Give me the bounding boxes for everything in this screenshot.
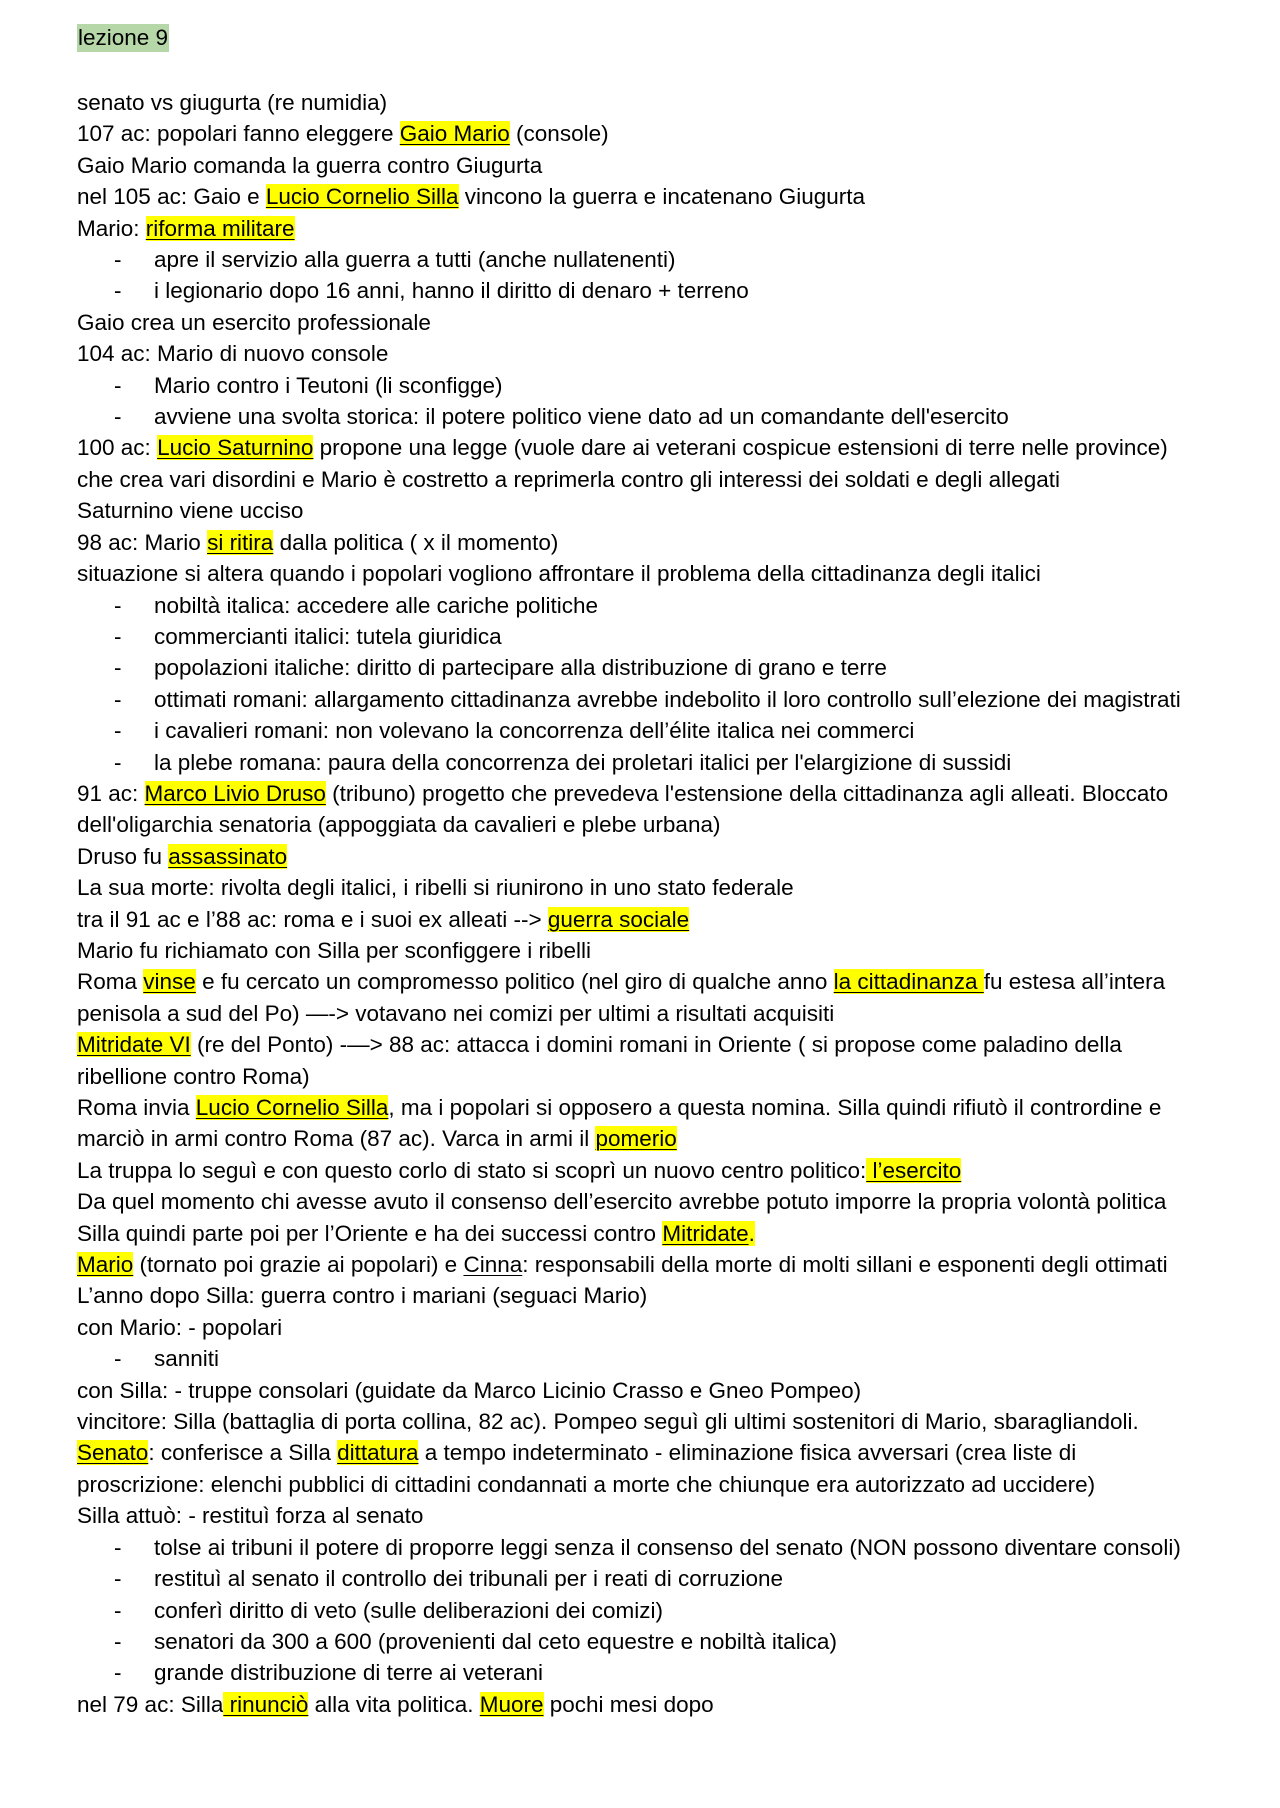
list-item xyxy=(77,401,1262,432)
text-line xyxy=(77,87,1262,118)
text: tra il 91 ac e l’88 ac: roma e i suoi ex alleati --> xyxy=(77,906,548,932)
text: Roma invia xyxy=(77,1095,196,1120)
text-line xyxy=(77,1375,1262,1406)
bullet-dash: - xyxy=(114,1346,122,1372)
text: Silla quindi parte poi per l’Oriente e ha dei successi contro xyxy=(77,1220,663,1246)
highlight: riforma militare xyxy=(145,215,295,241)
text: vincitore: Silla (battaglia di porta collina, 82 ac). Pompeo seguì gli ultimi sostenitori di Mario, sbaragliandoli. xyxy=(77,1409,1139,1435)
text: apre il servizio alla guerra a tutti (anche nullatenenti) xyxy=(154,247,676,273)
text-line xyxy=(77,1061,1262,1092)
text: nobiltà italica: accedere alle cariche politiche xyxy=(154,592,599,618)
underlined-text: Cinna xyxy=(463,1252,523,1278)
highlight: Muore xyxy=(479,1691,544,1717)
list-item xyxy=(77,621,1262,652)
highlight: Lucio Cornelio Silla xyxy=(195,1095,389,1120)
text: Da quel momento chi avesse avuto il consenso dell’esercito avrebbe potuto imporre la propria volontà politica xyxy=(77,1189,1167,1215)
text: sanniti xyxy=(154,1346,220,1372)
bullet-dash: - xyxy=(114,247,122,273)
page-title: lezione 9 xyxy=(78,25,169,50)
text-line xyxy=(77,558,1262,589)
text-line xyxy=(77,1437,1262,1468)
text: Silla attuò: - restituì forza al senato xyxy=(77,1503,424,1529)
bullet-dash: - xyxy=(114,655,122,681)
highlight: Marco Livio Druso xyxy=(144,780,326,806)
highlight: vinse xyxy=(143,969,196,995)
bullet-dash: - xyxy=(114,1534,122,1560)
highlight: l’esercito xyxy=(866,1157,962,1183)
list-item xyxy=(77,244,1262,275)
text: 107 ac: popolari fanno eleggere xyxy=(77,121,400,147)
text: con Mario: - popolari xyxy=(77,1314,283,1340)
text-line xyxy=(77,998,1262,1029)
text: propone una legge (vuole dare ai veterani cospicue estensioni di terre nelle province) xyxy=(313,435,1168,461)
text: la plebe romana: paura della concorrenza dei proletari italici per l'elargizione di sussidi xyxy=(154,749,1012,775)
list-item xyxy=(77,1626,1262,1657)
text: Druso fu xyxy=(77,843,169,869)
text: Saturnino viene ucciso xyxy=(77,498,304,524)
highlight: pomerio xyxy=(595,1126,677,1152)
text: senato vs giugurta (re numidia) xyxy=(77,90,388,115)
list-item xyxy=(77,1657,1262,1688)
text: 104 ac: Mario di nuovo console xyxy=(77,341,389,367)
text-line xyxy=(77,935,1262,966)
text: situazione si altera quando i popolari vogliono affrontare il problema della cittadinanza degli italici xyxy=(77,561,1041,587)
bullet-dash: - xyxy=(114,1566,122,1592)
text: Gaio Mario comanda la guerra contro Giugurta xyxy=(77,152,543,178)
list-item xyxy=(77,1343,1262,1374)
text: marciò in armi contro Roma (87 ac). Varca in armi il xyxy=(77,1126,596,1152)
text-line xyxy=(77,464,1262,495)
highlight: la cittadinanza xyxy=(833,969,984,995)
highlight: Senato xyxy=(77,1440,149,1466)
text: a tempo indeterminato - eliminazione fisica avversari (crea liste di xyxy=(418,1440,1077,1466)
highlight: Mario xyxy=(77,1252,134,1278)
list-item xyxy=(77,370,1262,401)
bullet-dash: - xyxy=(114,749,122,775)
text: dell'oligarchia senatoria (appoggiata da cavalieri e plebe urbana) xyxy=(77,812,721,838)
text-line xyxy=(77,1249,1262,1280)
text-line xyxy=(77,1155,1262,1186)
list-item xyxy=(77,715,1262,746)
text: (tornato poi grazie ai popolari) e xyxy=(133,1252,464,1278)
highlight: Gaio Mario xyxy=(399,121,510,147)
text: (tribuno) progetto che prevedeva l'estensione della cittadinanza agli alleati. Bloccato xyxy=(325,780,1169,806)
text-line xyxy=(77,338,1262,369)
list-item xyxy=(77,747,1262,778)
text-line xyxy=(77,841,1262,872)
list-item xyxy=(77,684,1262,715)
highlight: si ritira xyxy=(207,529,274,555)
text-line xyxy=(77,1029,1262,1060)
text: e fu cercato un compromesso politico (nel giro di qualche anno xyxy=(195,969,834,995)
text: L’anno dopo Silla: guerra contro i mariani (seguaci Mario) xyxy=(77,1283,648,1309)
text-line xyxy=(77,213,1262,244)
bullet-dash: - xyxy=(114,372,122,398)
text: tolse ai tribuni il potere di proporre leggi senza il consenso del senato (NON possono diventare consoli) xyxy=(154,1534,1181,1560)
text: La truppa lo seguì e con questo corlo di stato si scoprì un nuovo centro politico: xyxy=(77,1157,867,1183)
text-line xyxy=(77,307,1262,338)
list-item xyxy=(77,1563,1262,1594)
text: conferì diritto di veto (sulle deliberazioni dei comizi) xyxy=(154,1597,663,1623)
text-line xyxy=(77,1500,1262,1531)
text-line xyxy=(77,1186,1262,1217)
text-line xyxy=(77,150,1262,181)
text-line xyxy=(77,118,1262,149)
highlight: Mitridate xyxy=(662,1220,749,1246)
text: Mario contro i Teutoni (li sconfigge) xyxy=(154,372,503,398)
text-line xyxy=(77,904,1262,935)
text-line xyxy=(77,778,1262,809)
text: ribellione contro Roma) xyxy=(77,1063,310,1089)
text: Gaio crea un esercito professionale xyxy=(77,309,431,335)
text-line xyxy=(77,527,1262,558)
text-line xyxy=(77,181,1262,212)
text: nel 105 ac: Gaio e xyxy=(77,184,266,210)
text: Mario fu richiamato con Silla per sconfiggere i ribelli xyxy=(77,937,591,963)
text: proscrizione: elenchi pubblici di cittadini condannati a morte che chiunque era autorizzato ad uccidere) xyxy=(77,1471,1096,1497)
text-line xyxy=(77,432,1262,463)
bullet-dash: - xyxy=(114,278,122,304)
bullet-dash: - xyxy=(114,404,122,430)
text: popolazioni italiche: diritto di partecipare alla distribuzione di grano e terre xyxy=(154,655,887,681)
document-body xyxy=(77,24,1262,1720)
text: restituì al senato il controllo dei tribunali per i reati di corruzione xyxy=(154,1566,784,1592)
text-line xyxy=(77,1123,1262,1154)
text-line xyxy=(77,1406,1262,1437)
text: i cavalieri romani: non volevano la concorrenza dell’élite italica nei commerci xyxy=(154,718,915,744)
text: i legionario dopo 16 anni, hanno il diritto di denaro + terreno xyxy=(154,278,749,304)
text: alla vita politica. xyxy=(308,1691,480,1717)
text: grande distribuzione di terre ai veterani xyxy=(154,1660,543,1686)
text-line xyxy=(77,1092,1262,1123)
bullet-dash: - xyxy=(114,623,122,649)
bullet-dash: - xyxy=(114,1628,122,1654)
text: (re del Ponto) -—> 88 ac: attacca i domini romani in Oriente ( si propose come paladino della xyxy=(190,1032,1122,1058)
bullet-dash: - xyxy=(114,592,122,618)
text: La sua morte: rivolta degli italici, i ribelli si riunirono in uno stato federale xyxy=(77,875,794,901)
text-line xyxy=(77,1689,1262,1720)
bullet-dash: - xyxy=(114,686,122,712)
text-line xyxy=(77,809,1262,840)
highlight: guerra sociale xyxy=(547,906,690,932)
text: Mario: xyxy=(77,215,146,241)
list-item xyxy=(77,275,1262,306)
list-item xyxy=(77,652,1262,683)
highlight: assassinato xyxy=(168,843,288,869)
text: (console) xyxy=(509,121,609,147)
text: con Silla: - truppe consolari (guidate da Marco Licinio Crasso e Gneo Pompeo) xyxy=(77,1377,862,1403)
text-line xyxy=(77,1312,1262,1343)
text: : conferisce a Silla xyxy=(148,1440,338,1466)
text-line xyxy=(77,1469,1262,1500)
text: penisola a sud del Po) —-> votavano nei comizi per ultimi a risultati acquisiti xyxy=(77,1000,835,1026)
text: dalla politica ( x il momento) xyxy=(273,529,559,555)
bullet-dash: - xyxy=(114,718,122,744)
highlight: rinunciò xyxy=(223,1691,309,1717)
text: senatori da 300 a 600 (provenienti dal ceto equestre e nobiltà italica) xyxy=(154,1628,837,1654)
text-line xyxy=(77,966,1262,997)
text-line xyxy=(77,495,1262,526)
highlight: . xyxy=(748,1220,755,1246)
title-line xyxy=(77,24,1262,52)
text: avviene una svolta storica: il potere politico viene dato ad un comandante dell'esercito xyxy=(154,404,1009,430)
text: 91 ac: xyxy=(77,780,145,806)
highlight: Mitridate VI xyxy=(77,1032,191,1058)
text-line xyxy=(77,1280,1262,1311)
list-item xyxy=(77,1595,1262,1626)
list-item xyxy=(77,590,1262,621)
highlight: dittatura xyxy=(337,1440,419,1466)
highlight: Lucio Cornelio Silla xyxy=(265,184,459,210)
text: vincono la guerra e incatenano Giugurta xyxy=(458,184,866,210)
text-line xyxy=(77,1218,1262,1249)
text: 98 ac: Mario xyxy=(77,529,208,555)
text: Roma xyxy=(77,969,144,995)
text: 100 ac: xyxy=(77,435,158,461)
text-line xyxy=(77,872,1262,903)
text: : responsabili della morte di molti sillani e esponenti degli ottimati xyxy=(522,1252,1168,1278)
text: che crea vari disordini e Mario è costretto a reprimerla contro gli interessi dei soldati e degli allegati xyxy=(77,466,1060,492)
text: commercianti italici: tutela giuridica xyxy=(154,623,502,649)
text: pochi mesi dopo xyxy=(543,1691,714,1717)
bullet-dash: - xyxy=(114,1597,122,1623)
text: , ma i popolari si opposero a questa nomina. Silla quindi rifiutò il contrordine e xyxy=(388,1095,1162,1120)
text: fu estesa all’intera xyxy=(983,969,1166,995)
text: ottimati romani: allargamento cittadinanza avrebbe indebolito il loro controllo sull’elezione dei magistrati xyxy=(154,686,1181,712)
bullet-dash: - xyxy=(114,1660,122,1686)
list-item xyxy=(77,1532,1262,1563)
text: nel 79 ac: Silla xyxy=(77,1691,224,1717)
highlight: Lucio Saturnino xyxy=(157,435,314,461)
